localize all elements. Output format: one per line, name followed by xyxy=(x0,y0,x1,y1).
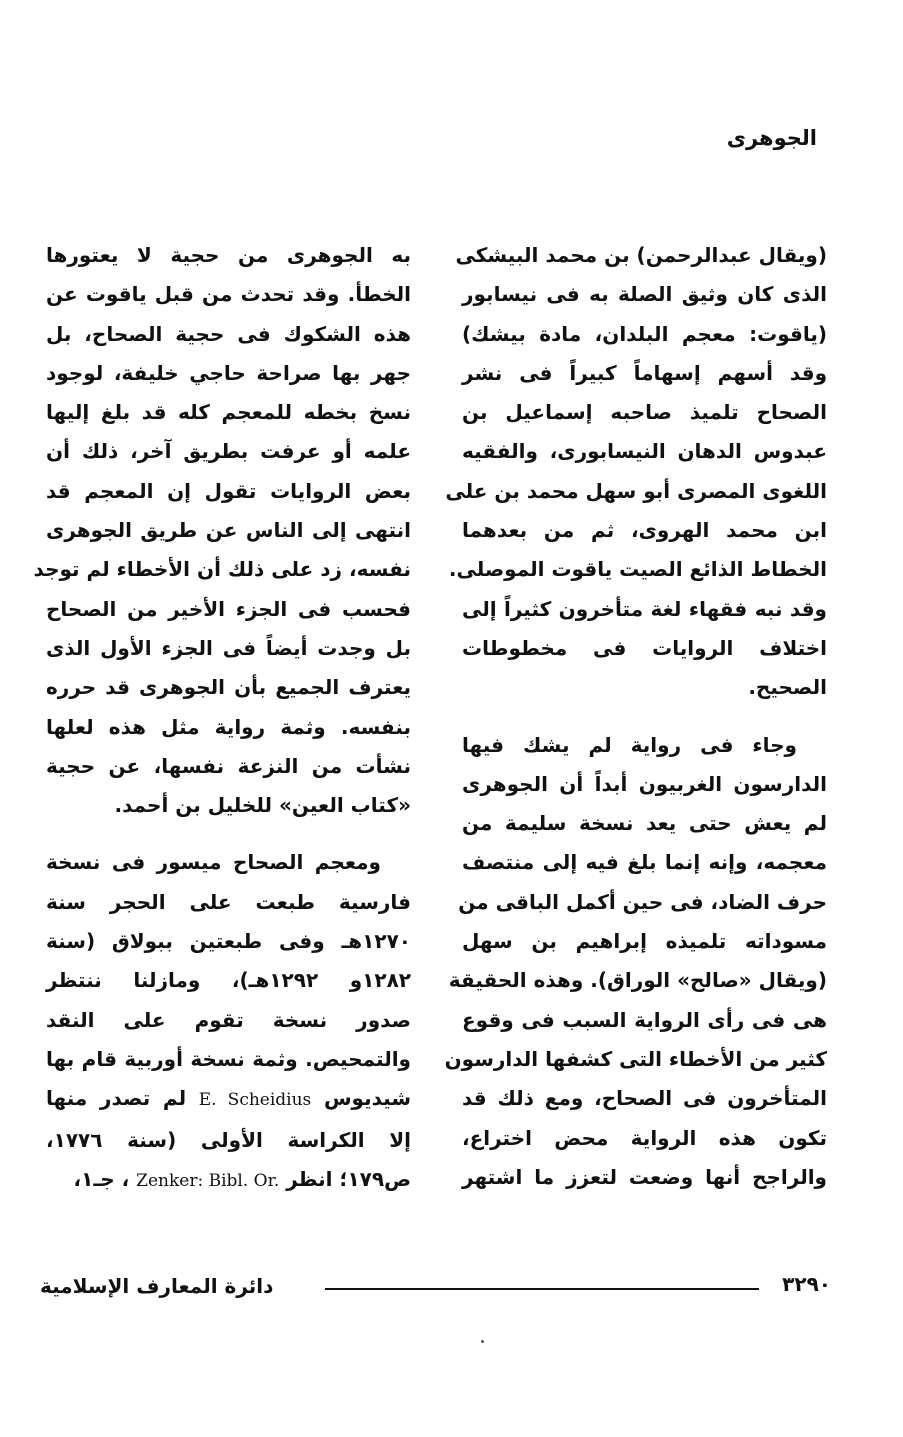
running-head-title: الجوهرى xyxy=(726,126,817,150)
text-line: وقد نبه فقهاء لغة متأخرون كثيراً إلى xyxy=(462,596,827,621)
text-line: علمه أو عرفت بطريق آخر، ذلك أن xyxy=(46,439,411,464)
text-line: وجاء فى رواية لم يشك فيها xyxy=(462,732,797,757)
text-line: ومعجم الصحاح ميسور فى نسخة xyxy=(46,850,381,875)
text-line: لم يعش حتى يعد نسخة سليمة من xyxy=(462,811,827,836)
text-line: ابن محمد الهروى، ثم من بعدهما xyxy=(462,518,827,543)
text-line: الصحيح. xyxy=(748,675,827,700)
text-line: شيديوس E. Scheidius لم تصدر منها xyxy=(46,1086,411,1111)
text-line: مسوداته تلميذه إبراهيم بن سهل xyxy=(462,929,827,954)
text-line: ١٢٨٢و ١٢٩٢هـ)، ومازلنا ننتظر xyxy=(46,968,411,993)
footer-rule xyxy=(325,1288,759,1290)
text-line: «كتاب العين» للخليل بن أحمد. xyxy=(114,793,411,818)
text-line: نفسه، زد على ذلك أن الأخطاء لم توجد xyxy=(33,557,411,582)
text-line: الخطاط الذائع الصيت ياقوت الموصلى. xyxy=(448,557,827,582)
text-line: ١٢٧٠هـ وفى طبعتين ببولاق (سنة xyxy=(46,929,411,954)
paragraph xyxy=(46,843,411,1201)
text-line: (ويقال «صالح» الوراق). وهذه الحقيقة xyxy=(448,968,827,993)
text-line: المتأخرون فى الصحاح، ومع ذلك قد xyxy=(462,1086,827,1111)
text-line: نشأت من النزعة نفسها، عن حجية xyxy=(46,753,411,778)
text-line: يعترف الجميع بأن الجوهرى قد حرره xyxy=(46,675,411,700)
text-line: صدور نسخة تقوم على النقد xyxy=(46,1007,411,1032)
page-footer xyxy=(40,1272,831,1312)
text-line: الذى كان وثيق الصلة به فى نيسابور xyxy=(462,282,827,307)
text-line: بعض الروايات تقول إن المعجم قد xyxy=(46,478,411,503)
text-line: جهر بها صراحة حاجي خليفة، لوجود xyxy=(46,360,411,385)
scan-speck xyxy=(481,1340,484,1343)
text-line: اللغوى المصرى أبو سهل محمد بن على xyxy=(445,478,827,503)
text-line: بل وجدت أيضاً فى الجزء الأول الذى xyxy=(46,635,411,660)
text-line: الصحاح تلميذ صاحبه إسماعيل بن xyxy=(462,400,827,425)
text-line: والتمحيص. وثمة نسخة أوربية قام بها xyxy=(46,1046,411,1071)
text-line: فارسية طبعت على الحجر سنة xyxy=(46,889,411,914)
text-line: اختلاف الروايات فى مخطوطات xyxy=(462,635,827,660)
text-line: فحسب فى الجزء الأخير من الصحاح xyxy=(46,596,411,621)
text-line: حرف الضاد، فى حين أكمل الباقى من xyxy=(458,889,827,914)
text-line: هى فى رأى الرواية السبب فى وقوع xyxy=(462,1007,827,1032)
text-line: الخطأ. وقد تحدث من قبل ياقوت عن xyxy=(46,282,411,307)
paragraph xyxy=(33,236,411,825)
text-line: والراجح أنها وضعت لتعزز ما اشتهر xyxy=(462,1164,827,1189)
text-line: (ويقال عبدالرحمن) بن محمد البيشكى xyxy=(455,243,827,267)
page-number: ٣٢٩٠ xyxy=(782,1272,831,1296)
paragraph xyxy=(444,726,827,1198)
text-line: به الجوهرى من حجية لا يعتورها xyxy=(46,243,411,267)
text-line: إلا الكراسة الأولى (سنة ١٧٧٦، xyxy=(46,1127,411,1152)
latin-name: E. Scheidius xyxy=(198,1090,312,1111)
text-line: (ياقوت: معجم البلدان، مادة بيشك) xyxy=(462,321,827,346)
text-line: وقد أسهم إسهاماً كبيراً فى نشر xyxy=(462,360,827,385)
left-column xyxy=(33,236,411,1201)
citation-line: ص١٧٩؛ انظر Zenker: Bibl. Or. ، جـ١، xyxy=(73,1166,411,1191)
text-line: معجمه، وإنه إنما بلغ فيه إلى منتصف xyxy=(462,850,827,875)
publication-title: دائرة المعارف الإسلامية xyxy=(40,1274,274,1298)
text-line: نسخ بخطه للمعجم كله قد بلغ إليها xyxy=(46,400,411,425)
right-column xyxy=(444,236,827,1197)
text-line: بنفسه. وثمة رواية مثل هذه لعلها xyxy=(46,714,411,739)
latin-citation: Zenker: Bibl. Or. xyxy=(136,1170,280,1191)
text-line: الدارسون الغربيون أبداً أن الجوهرى xyxy=(462,771,827,796)
text-line: انتهى إلى الناس عن طريق الجوهرى xyxy=(46,518,411,543)
text-line: هذه الشكوك فى حجية الصحاح، بل xyxy=(46,321,411,346)
text-line: عبدوس الدهان النيسابورى، والفقيه xyxy=(462,439,827,464)
text-line: كثير من الأخطاء التى كشفها الدارسون xyxy=(444,1046,827,1071)
paragraph xyxy=(445,236,827,708)
text-line: تكون هذه الرواية محض اختراع، xyxy=(462,1125,827,1150)
